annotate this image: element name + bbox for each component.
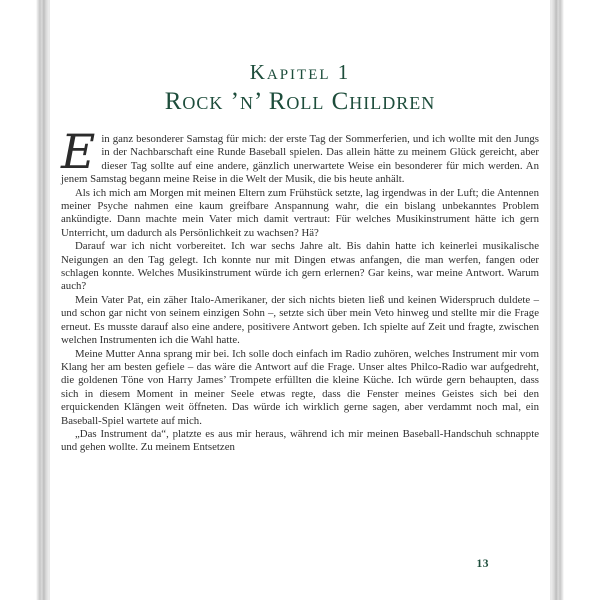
page-number: 13 — [476, 558, 489, 570]
book-page — [50, 0, 550, 600]
paragraph: Meine Mutter Anna sprang mir bei. Ich solle doch einfach im Radio zuhören, welches Instrument mir vom Klang her am besten gefiele – das wäre die Antwort auf die Frage. Unser altes Philco-Radio war aufgedreht, die goldenen Töne von Harry James’ Trompete erfüllten die kleine Küche. Ich würde gern behaupten, dass sich in diesem Moment in meiner Seele etwas regte, dass die Fenster meines Geistes sich bei den erquickenden Klängen weit öffneten. Das würde ich wirklich gerne sagen, aber verdammt noch mal, ein Baseball-Spiel wartete auf mich. — [61, 347, 539, 427]
page-content — [61, 60, 539, 455]
paragraph: „Das Instrument da“, platzte es aus mir heraus, während ich mir meinen Baseball-Handschuh schnappte und gehen wollte. Zu meinem Entsetzen — [61, 427, 539, 454]
chapter-heading — [61, 60, 539, 116]
dropcap-letter: E — [61, 125, 96, 180]
paragraph: Darauf war ich nicht vorbereitet. Ich war sechs Jahre alt. Bis dahin hatte ich keinerlei musikalische Neigungen an den Tag gelegt. Ich konnte nur mit Dingen etwas anfangen, die man werfen, fangen oder schlagen konnte. Welches Musikinstrument würde ich gern erlernen? Gar keins, war meine Antwort. Warum auch? — [61, 240, 539, 293]
chapter-title: Rock ’n’ Roll Children — [164, 88, 436, 115]
paragraph-text: in ganz besonderer Samstag für mich: der erste Tag der Sommerferien, und ich wollte mit den Jungs in der Nachbarschaft eine Runde Baseball spielen. Das allein hätte zu meinem Glück gereicht, aber dieser Tag sollte auf eine andere, gänzlich unerwartete Weise ein besonderer für mich werden. An jenem Samstag begann meine Reise in die Welt der Musik, die bis heute anhält. — [61, 133, 539, 186]
page-edge-left — [36, 0, 50, 600]
paragraph: Mein Vater Pat, ein zäher Italo-Amerikaner, der sich nichts bieten ließ und keinen Widerspruch duldete – und schon gar nicht von seinem einzigen Sohn –, setzte sich über mein Veto hinweg und stellte mir die Frage erneut. Es musste darauf also eine andere, positivere Antwort geben. Ich spielte auf Zeit und fragte, zwischen welchen Instrumenten ich die Wahl hatte. — [61, 293, 539, 347]
paragraph — [61, 125, 539, 187]
body-text — [61, 125, 539, 455]
chapter-number: Kapitel 1 — [249, 60, 351, 84]
page-edge-right — [550, 0, 564, 600]
paragraph: Als ich mich am Morgen mit meinen Eltern zum Frühstück setzte, lag irgendwas in der Luft; die Antennen meiner Psyche nahmen eine kaum greifbare Anspannung wahr, die ein bislang unbekanntes Problem ankündigte. Dann machte mein Vater mich damit vertraut: Für welches Musikinstrument hätte ich gern Unterricht, um dadurch als Persönlichkeit zu wachsen? Hä? — [61, 186, 539, 239]
